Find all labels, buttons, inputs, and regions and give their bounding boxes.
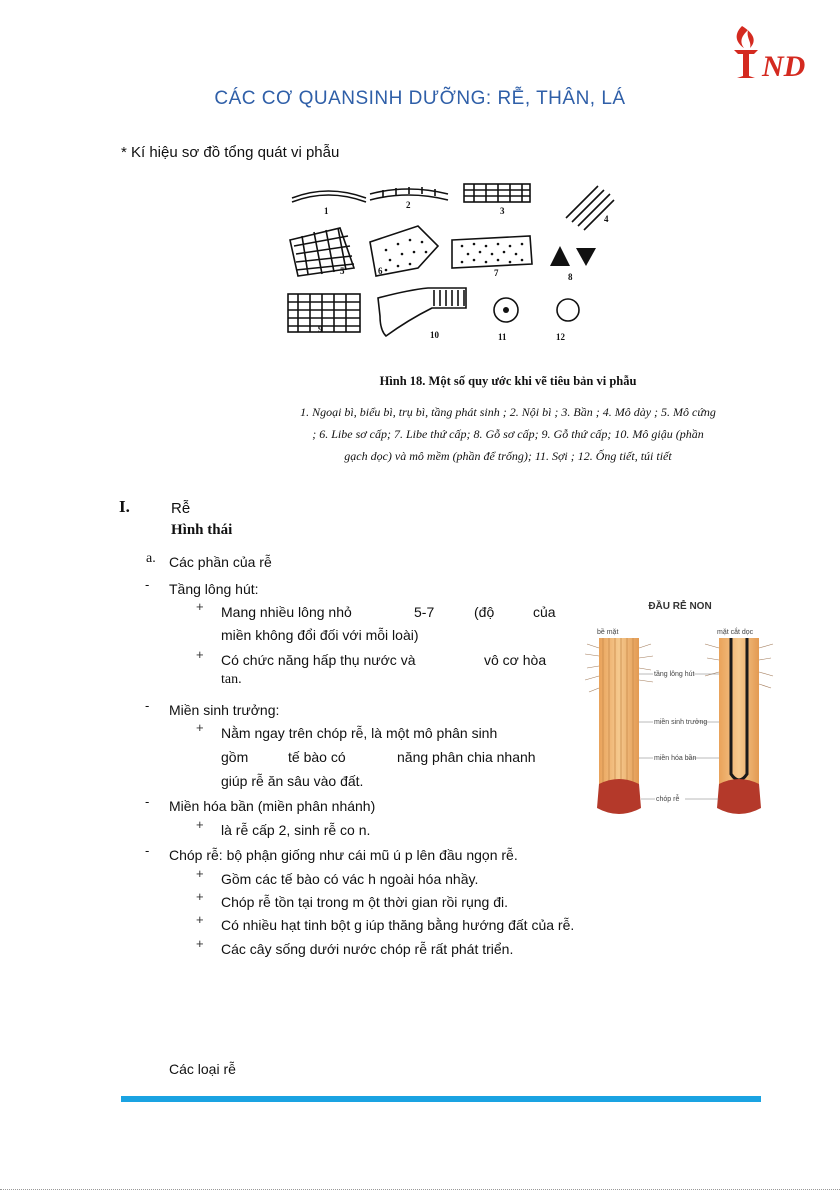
list-marker-a: a. bbox=[146, 551, 156, 566]
plus-marker: + bbox=[196, 866, 204, 881]
svg-text:1: 1 bbox=[324, 206, 329, 216]
list-item-text: giúp rễ ăn sâu vào đất. bbox=[221, 773, 364, 789]
svg-text:8: 8 bbox=[568, 272, 573, 282]
svg-text:tầng lông hút: tầng lông hút bbox=[654, 671, 695, 678]
dash-marker: - bbox=[145, 577, 150, 592]
list-item-text: (độ bbox=[474, 604, 495, 620]
plus-marker: + bbox=[196, 599, 204, 614]
svg-text:10: 10 bbox=[430, 330, 439, 340]
list-item: Miền sinh trưởng: bbox=[169, 702, 280, 718]
section-number: I. bbox=[119, 497, 130, 516]
dash-marker: - bbox=[145, 794, 150, 809]
dash-marker: - bbox=[145, 843, 150, 858]
svg-text:ĐẦU RỄ NON: ĐẦU RỄ NON bbox=[648, 601, 712, 612]
list-item-text: Gồm các tế bào có vác h ngoài hóa nhầy. bbox=[221, 871, 479, 887]
svg-text:3: 3 bbox=[500, 206, 505, 216]
list-item-text: Có nhiều hạt tinh bột g iúp thăng bằng hướng đất của rễ. bbox=[221, 917, 575, 933]
svg-text:ND: ND bbox=[762, 50, 806, 82]
plus-marker: + bbox=[196, 936, 204, 951]
microscopy-legend-figure bbox=[268, 180, 748, 470]
svg-text:bề mặt: bề mặt bbox=[597, 629, 619, 636]
svg-text:; 6. Libe sơ cấp; 7. Libe thứ: ; 6. Libe sơ cấp; 7. Libe thứ cấp; 8. Gỗ sơ cấp; 9. Gỗ thứ cấp; 10. Mô giậu (phần bbox=[312, 427, 704, 441]
list-item-text: là rễ cấp 2, sinh rễ co n. bbox=[221, 822, 371, 838]
svg-text:12: 12 bbox=[556, 332, 565, 342]
footer-bar bbox=[121, 1096, 761, 1102]
page-edge-divider bbox=[0, 1189, 840, 1191]
next-heading: Các loại rễ bbox=[169, 1061, 236, 1077]
list-item-text: miền không đổi đối với mỗi loài) bbox=[221, 627, 419, 643]
dash-marker: - bbox=[145, 698, 150, 713]
plus-marker: + bbox=[196, 647, 204, 662]
svg-text:5: 5 bbox=[340, 266, 345, 276]
svg-text:chóp rễ: chóp rễ bbox=[656, 796, 680, 803]
svg-text:6: 6 bbox=[378, 266, 383, 276]
plus-marker: + bbox=[196, 889, 204, 904]
list-item-text: tế bào có bbox=[288, 749, 346, 765]
plus-marker: + bbox=[196, 912, 204, 927]
svg-text:7: 7 bbox=[494, 268, 499, 278]
list-item-text: Chóp rễ tồn tại trong m ột thời gian rồi rụng đi. bbox=[221, 894, 508, 910]
svg-text:4: 4 bbox=[604, 214, 609, 224]
list-item-text: gồm bbox=[221, 749, 249, 765]
list-item-text: vô cơ hòa bbox=[484, 652, 547, 668]
svg-text:1. Ngoại bì, biểu bì, trụ bì,: 1. Ngoại bì, biểu bì, trụ bì, tầng phát sinh ; 2. Nội bì ; 3. Bần ; 4. Mô dày ; 5. Mô cứng bbox=[300, 405, 716, 419]
plus-marker: + bbox=[196, 817, 204, 832]
list-item: Chóp rễ: bộ phận giống như cái mũ ú p lên đầu ngọn rễ. bbox=[169, 847, 518, 863]
svg-text:2: 2 bbox=[406, 200, 411, 210]
svg-text:9: 9 bbox=[318, 324, 323, 334]
nd-logo bbox=[728, 20, 818, 82]
list-item-text: tan. bbox=[221, 672, 242, 687]
list-item: Các phần của rễ bbox=[169, 554, 272, 570]
list-item-text: 5-7 bbox=[414, 604, 435, 620]
list-item: Tầng lông hút: bbox=[169, 581, 259, 597]
list-item: Miền hóa bần (miền phân nhánh) bbox=[169, 798, 376, 814]
list-item-text: Nằm ngay trên chóp rễ, là một mô phân sinh bbox=[221, 725, 498, 741]
svg-text:miền sinh trưởng: miền sinh trưởng bbox=[654, 719, 708, 726]
subsection-title: Hình thái bbox=[171, 522, 233, 538]
list-item-text: của bbox=[533, 604, 556, 620]
list-item-text: Có chức năng hấp thụ nước và bbox=[221, 652, 416, 668]
section-title: Rễ bbox=[171, 500, 191, 517]
svg-text:gạch dọc) và mô mềm (phần để t: gạch dọc) và mô mềm (phần để trống); 11. Sợi ; 12. Ống tiết, túi tiết bbox=[344, 449, 672, 463]
legend-heading: * Kí hiệu sơ đồ tổng quát vi phẫu bbox=[121, 144, 340, 161]
svg-text:Hình 18. Một số quy ước khi vẽ: Hình 18. Một số quy ước khi vẽ tiêu bản vi phẫu bbox=[379, 374, 637, 388]
list-item-text: năng phân chia nhanh bbox=[397, 749, 536, 765]
svg-text:miền hóa bần: miền hóa bần bbox=[654, 755, 697, 762]
plus-marker: + bbox=[196, 720, 204, 735]
root-tip-illustration bbox=[585, 596, 775, 821]
svg-text:mặt cắt dọc: mặt cắt dọc bbox=[717, 629, 754, 636]
page-title: CÁC CƠ QUANSINH DƯỠNG: RỄ, THÂN, LÁ bbox=[214, 88, 626, 109]
svg-text:11: 11 bbox=[498, 332, 507, 342]
list-item-text: Mang nhiều lông nhỏ bbox=[221, 604, 352, 620]
list-item-text: Các cây sống dưới nước chóp rễ rất phát triển. bbox=[221, 941, 514, 957]
